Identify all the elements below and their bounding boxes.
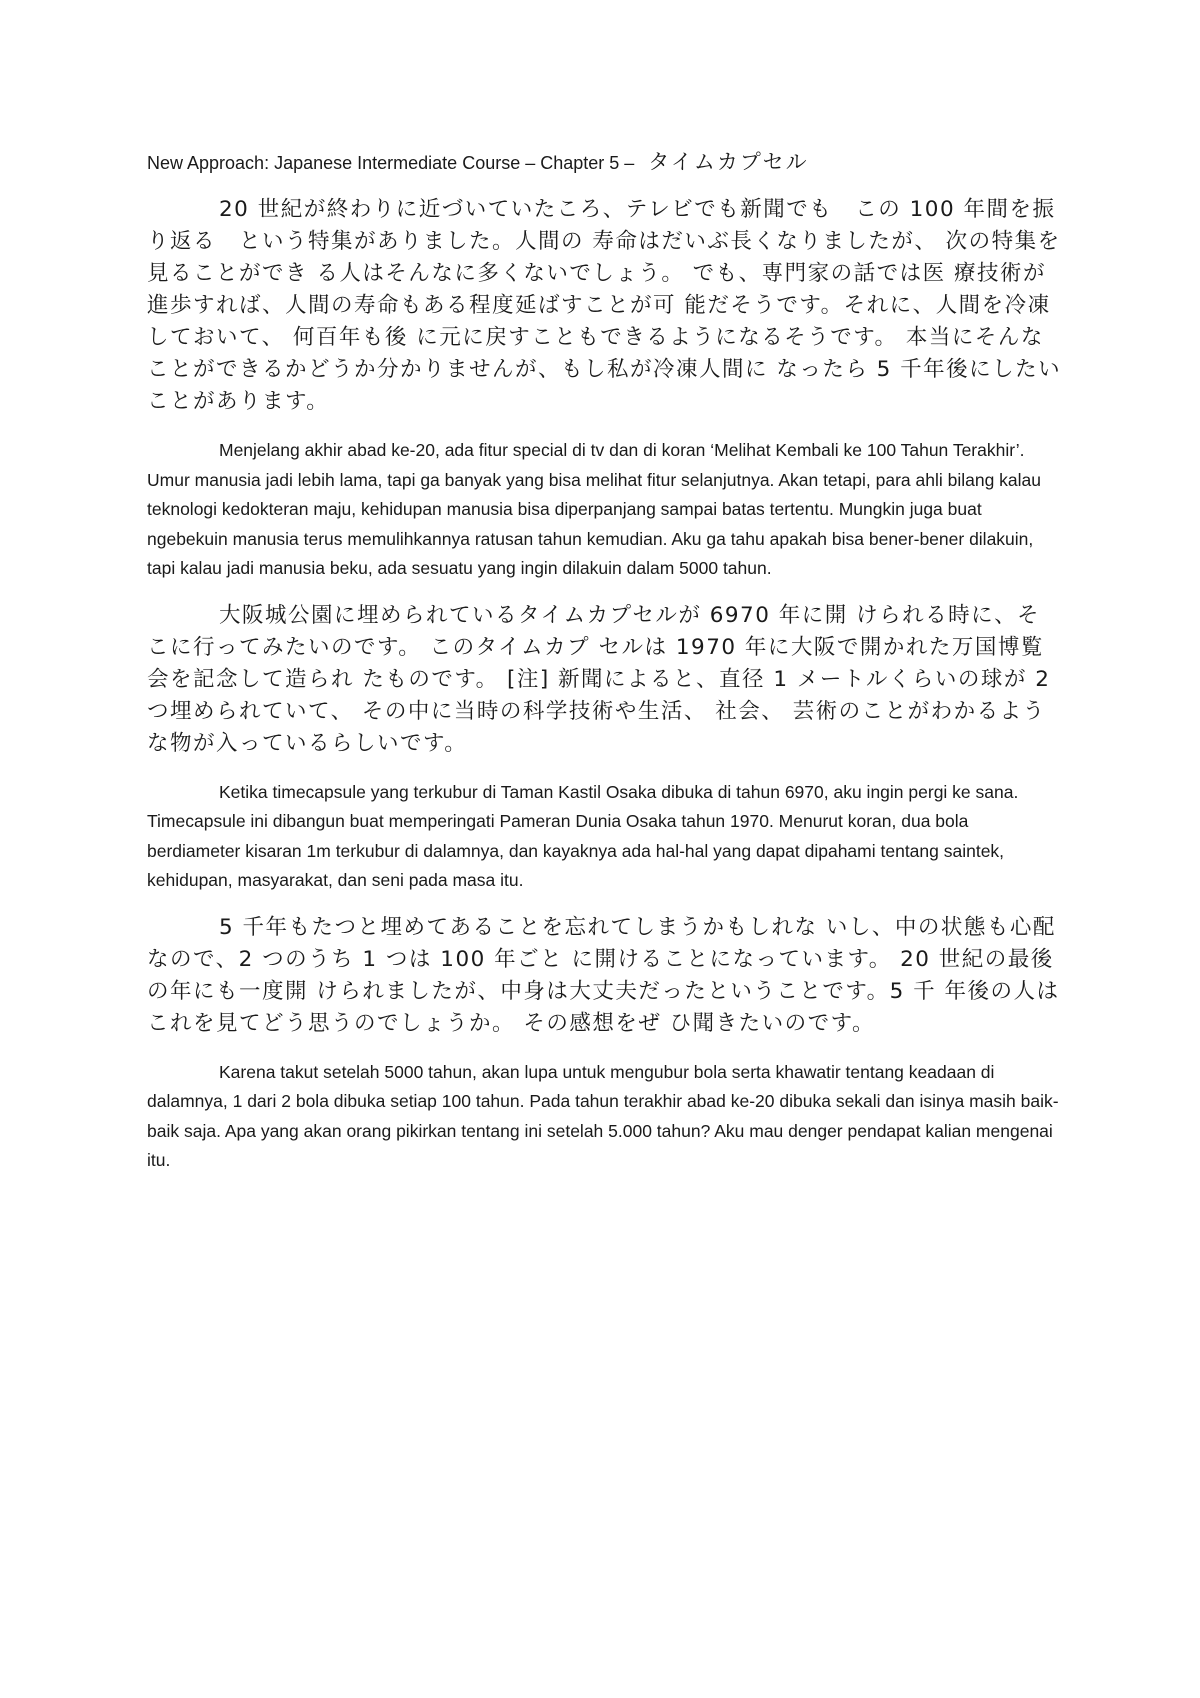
japanese-paragraph: 5 千年もたつと埋めてあることを忘れてしまうかもしれな いし、中の状態も心配なので、2 つのうち 1 つは 100 年ごと に開けることになっています。 20 世紀の最後の年にも一度開 けられましたが、中身は大丈夫だったということです。5 千 年後の人はこれを見てどう思うのでしょうか。 その感想をぜ ひ聞きたいのです。 <box>147 914 1060 1036</box>
japanese-paragraph: 20 世紀が終わりに近づいていたころ、テレビでも新聞でも この 100 年間を振り返る という特集がありました。人間の 寿命はだいぶ長くなりましたが、 次の特集を見ることができ る人はそんなに多くないでしょう。 でも、専門家の話では医 療技術が進歩すれば、人間の寿命もある程度延ばすことが可 能だそうです。それに、人間を冷凍しておいて、 何百年も後 に元に戻すこともできるようになるそうです。 本当にそんな ことができるかどうか分かりませんが、もし私が冷凍人間に なったら 5 千年後にしたいことがあります。 <box>147 197 1062 414</box>
indonesian-paragraph: Ketika timecapsule yang terkubur di Taman Kastil Osaka dibuka di tahun 6970, aku ingin pergi ke sana. Timecapsule ini dibangun buat memperingati Pameran Dunia Osaka tahun 1970. Menurut koran, dua bola berdiameter kisaran 1m terkubur di dalamnya, dan kayaknya ada hal-hal yang dapat dipahami tentang saintek, kehidupan, masyarakat, dan seni pada masa itu. <box>147 781 1019 890</box>
document-title <box>147 148 1063 178</box>
indonesian-paragraph: Karena takut setelah 5000 tahun, akan lupa untuk mengubur bola serta khawatir tentang keadaan di dalamnya, 1 dari 2 bola dibuka setiap 100 tahun. Pada tahun terakhir abad ke-20 dibuka sekali dan isinya masih baik-baik saja. Apa yang akan orang pikirkan tentang ini setelah 5.000 tahun? Aku mau denger pendapat kalian mengenai itu. <box>147 1061 1059 1170</box>
japanese-paragraph: 大阪城公園に埋められているタイムカプセルが 6970 年に開 けられる時に、そこに行ってみたいのです。 このタイムカプ セルは 1970 年に大阪で開かれた万国博覧会を記念して造られ たものです。 [注] 新聞によると、直径 1 メートルくらいの球が 2 つ埋められていて、 その中に当時の科学技術や生活、 社会、 芸術のことがわかるような物が入っているらしいです。 <box>147 602 1051 756</box>
title-prefix: New Approach: Japanese Intermediate Course – Chapter 5 – <box>147 153 635 173</box>
title-japanese: タイムカプセル <box>648 151 809 174</box>
indonesian-paragraph: Menjelang akhir abad ke-20, ada fitur special di tv dan di koran ‘Melihat Kembali ke 100 Tahun Terakhir’. Umur manusia jadi lebih lama, tapi ga banyak yang bisa melihat fitur selanjutnya. Akan tetapi, para ahli bilang kalau teknologi kedokteran maju, kehidupan manusia bisa diperpanjang sampai batas tertentu. Mungkin juga buat ngebekuin manusia terus memulihkannya ratusan tahun kemudian. Aku ga tahu apakah bisa bener-bener dilakuin, tapi kalau jadi manusia beku, ada sesuatu yang ingin dilakuin dalam 5000 tahun. <box>147 440 1041 578</box>
document-page <box>147 148 1063 1192</box>
